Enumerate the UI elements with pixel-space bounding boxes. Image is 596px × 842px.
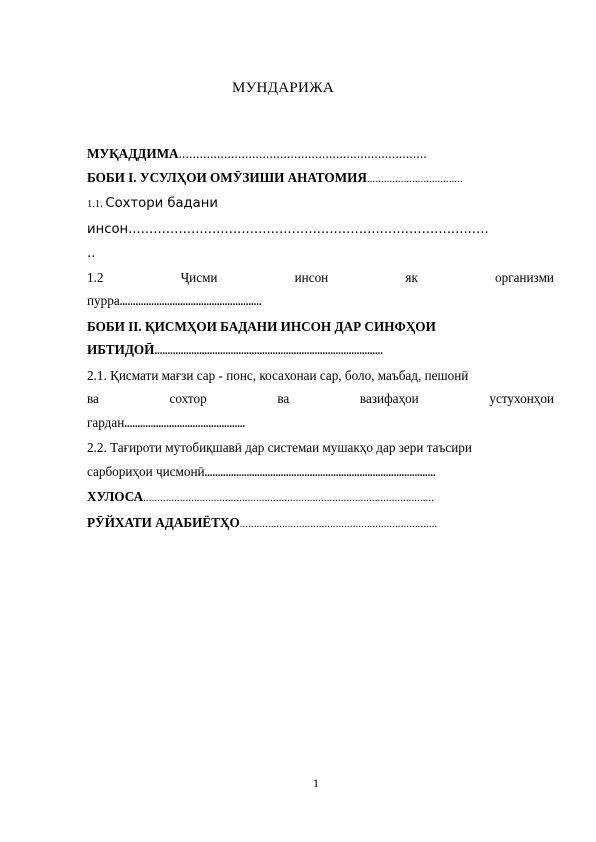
toc-leader: ...................................................................................... <box>128 221 489 237</box>
toc-entry-label: БОБИ I. УСУЛҲОИ ОМӮЗИШИ АНАТОМИЯ <box>87 169 367 185</box>
toc-leader: ........................................................................................ <box>204 467 436 479</box>
toc-entry-section-2-2[interactable] <box>87 436 554 460</box>
toc-word: сохтор <box>169 391 207 406</box>
toc-entry-label: МУҚАДДИМА <box>87 146 179 161</box>
toc-entry-section-2-1[interactable] <box>87 364 554 388</box>
toc-entry-number: 1.1. <box>87 199 106 210</box>
toc-word: ва <box>277 391 290 406</box>
toc-word: организми <box>494 269 554 285</box>
toc-entry-section-2-1-cont[interactable] <box>87 387 554 411</box>
toc-entry-section-2-1-end[interactable] <box>87 411 554 437</box>
toc-entry-section-1-1-tail <box>87 241 554 266</box>
page-number: 1 <box>313 776 319 790</box>
toc-word: устухонҳои <box>489 391 554 406</box>
toc-entry-label: инсон <box>87 221 129 237</box>
toc-entry-section-1-2[interactable] <box>87 266 554 290</box>
toc-entry-conclusion[interactable] <box>87 485 554 511</box>
toc-leader: ....................................................................... <box>178 146 427 161</box>
toc-word: ва <box>87 391 99 406</box>
toc-leader: .............................................. <box>124 418 246 430</box>
toc-leader: ....................................................................................................... <box>143 493 435 504</box>
toc-entry-label: 2.1. Қисмати мағзи сар - понс, косахонаи сар, боло, маъбад, пешонӣ <box>87 367 469 383</box>
toc-entry-intro[interactable] <box>87 142 554 166</box>
toc-entry-label: РӮЙХАТИ АДАБИЁТҲО <box>87 514 240 530</box>
toc-entry-label: гардан <box>87 414 125 430</box>
toc-entry-section-1-1-cont[interactable] <box>87 217 554 242</box>
toc-entry-section-1-2-cont[interactable] <box>87 289 554 315</box>
toc-entry-label: ИБТИДОӢ <box>87 342 155 357</box>
toc-entry-label: пурра <box>87 293 120 308</box>
toc-leader: .................................. <box>366 173 463 185</box>
toc-entry-label: 2.2. Тағироти мутобиқшавӣ дар системаи мушакҳо дар зери таъсири <box>87 440 472 455</box>
toc-leader: .. <box>87 246 96 261</box>
page-title: МУНДАРИЖА <box>232 80 335 96</box>
toc-word: вазифаҳои <box>359 391 419 406</box>
toc-leader: ...................................................................... <box>239 518 438 530</box>
toc-word: инсон <box>294 269 329 285</box>
toc-entry-chapter-1[interactable] <box>87 166 554 192</box>
toc-word: Ҷисми <box>180 269 218 285</box>
toc-entry-label: БОБИ II. ҚИСМҲОИ БАДАНИ ИНСОН ДАР СИНФҲОИ <box>87 318 436 334</box>
toc-entry-chapter-2[interactable] <box>87 315 554 339</box>
toc-leader: ....................................................................................... <box>154 346 383 357</box>
toc-entry-label: ХУЛОСА <box>87 489 144 504</box>
toc-entry-chapter-2-cont[interactable] <box>87 338 554 364</box>
toc-word: 1.2 <box>87 269 104 285</box>
toc-entry-label: Сохтори бадани <box>105 196 218 211</box>
toc-entry-section-1-1[interactable] <box>87 191 554 217</box>
toc-entry-label: сарбориҳои ҷисмонӣ <box>87 463 205 479</box>
toc-word: як <box>405 269 418 285</box>
toc-entry-section-2-2-cont[interactable] <box>87 460 554 486</box>
table-of-contents <box>87 142 554 536</box>
toc-entry-references[interactable] <box>87 511 554 537</box>
toc-leader: ...................................................... <box>119 297 262 308</box>
